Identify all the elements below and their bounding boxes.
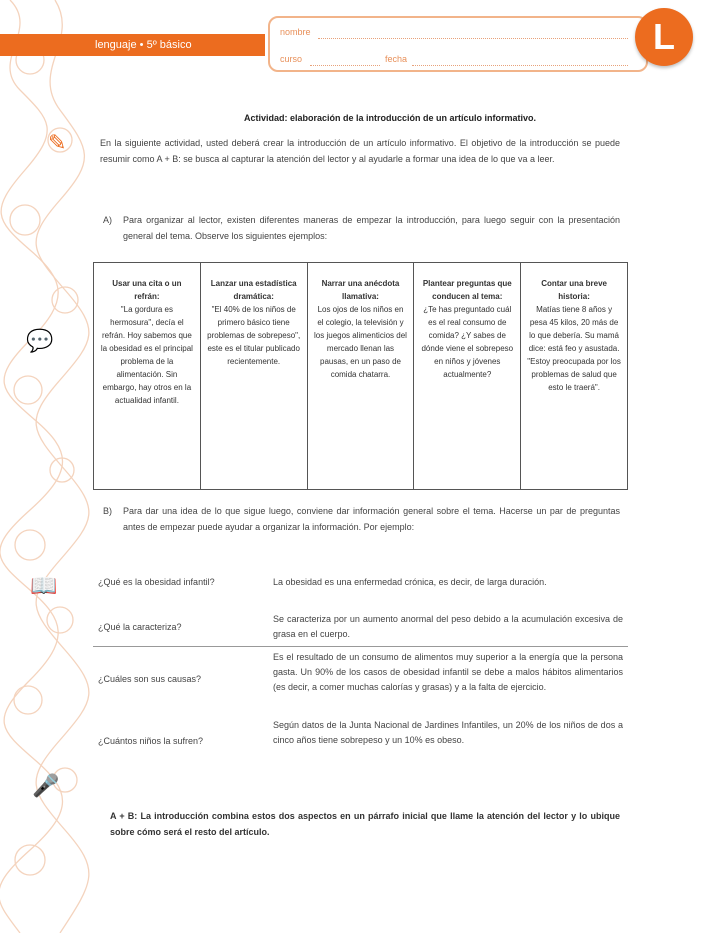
example-column <box>308 263 415 489</box>
name-label: nombre <box>280 27 311 37</box>
qa-question: ¿Cuántos niños la sufren? <box>98 736 204 746</box>
section-a-letter: A) <box>103 215 112 225</box>
example-body: Matías tiene 8 años y pesa 45 kilos, 20 más de lo que debería. Su mamá dice: está feo y asustada. "Estoy preocupada por los problemas de salud que esto le traerá". <box>527 305 621 392</box>
example-column <box>201 263 308 489</box>
qa-answer: Se caracteriza por un aumento anormal del peso debido a la acumulación excesiva de grasa en el cuerpo. <box>273 614 623 639</box>
qa-answer: Es el resultado de un consumo de alimentos muy superior a la energía que la persona gasta. Un 90% de los casos de obesidad infantil se debe a malos hábitos alimentarios (es decir, a comer muchas calorías y grasas) y a la falta de ejercicio. <box>273 652 623 692</box>
date-label: fecha <box>385 54 408 64</box>
example-heading: Plantear preguntas que conducen al tema: <box>422 279 512 301</box>
course-label: curso <box>280 54 303 64</box>
example-heading: Contar una breve historia: <box>541 279 607 301</box>
subject-banner: lenguaje • 5º básico <box>0 34 265 56</box>
student-info-box <box>268 16 648 72</box>
subject-label: lenguaje <box>95 39 137 51</box>
microphone-icon: 🎤 <box>32 773 60 798</box>
example-body: ¿Te has preguntado cuál es el real consumo de comida? ¿Y sabes de dónde viene el sobrepeso en niños y jóvenes actualmente? <box>421 305 514 379</box>
example-body: "La gordura es hermosura", decía el refrán. Hoy sabemos que la obesidad es el principal problema de la alimentación. Sin embargo, hay otros en la actualidad infantil. <box>100 305 193 405</box>
conclusion-paragraph: A + B: La introducción combina estos dos aspectos en un párrafo inicial que llame la atención del lector y lo ubique sobre cómo será el resto del artículo. <box>110 811 620 837</box>
subject-badge: L <box>635 8 693 66</box>
speech-bubble-icon: 💬 <box>26 328 54 353</box>
intro-paragraph: En la siguiente actividad, usted deberá crear la introducción de un artículo informativo. El objetivo de la introducción se puede resumir como A + B: se busca al capturar la atención del lector y al ayudarle a formar una idea de lo que va a leer. <box>100 138 620 164</box>
name-field[interactable] <box>318 38 628 39</box>
activity-title: Actividad: elaboración de la introducción de un artículo informativo. <box>243 113 537 123</box>
examples-table <box>93 262 628 490</box>
pen-icon: ✎ <box>48 130 67 155</box>
qa-answer: Según datos de la Junta Nacional de Jardines Infantiles, un 20% de los niños de dos a cinco años tiene sobrepeso y un 10% es obeso. <box>273 720 623 745</box>
example-column <box>94 263 201 489</box>
date-field[interactable] <box>412 65 628 66</box>
qa-question: ¿Qué es la obesidad infantil? <box>98 577 215 587</box>
example-heading: Lanzar una estadística dramática: <box>210 279 297 301</box>
level-label: 5º básico <box>146 39 192 51</box>
qa-divider <box>93 646 628 647</box>
example-body: "El 40% de los niños de primero básico tiene problemas de sobrepeso", este es el titular publicado recientemente. <box>207 305 301 366</box>
example-column <box>521 263 627 489</box>
section-b-text: Para dar una idea de lo que sigue luego, conviene dar información general sobre el tema. Hacerse un par de preguntas antes de empezar puede ayudar a organizar la información. Por ejemplo: <box>123 506 620 532</box>
example-body: Los ojos de los niños en el colegio, la televisión y los juegos alimenticios del mercado llenan las pausas, en un paso de comida chatarra. <box>314 305 407 379</box>
book-icon: 📖 <box>30 573 58 598</box>
example-column <box>414 263 521 489</box>
qa-answer: La obesidad es una enfermedad crónica, es decir, de larga duración. <box>273 577 547 587</box>
example-heading: Usar una cita o un refrán: <box>112 279 182 301</box>
section-b-letter: B) <box>103 506 112 516</box>
qa-question: ¿Cuáles son sus causas? <box>98 674 202 684</box>
qa-question: ¿Qué la caracteriza? <box>98 622 182 632</box>
section-a-text: Para organizar al lector, existen diferentes maneras de empezar la introducción, para luego seguir con la presentación general del tema. Observe los siguientes ejemplos: <box>123 215 620 241</box>
example-heading: Narrar una anécdota llamativa: <box>321 279 400 301</box>
course-field[interactable] <box>310 65 380 66</box>
